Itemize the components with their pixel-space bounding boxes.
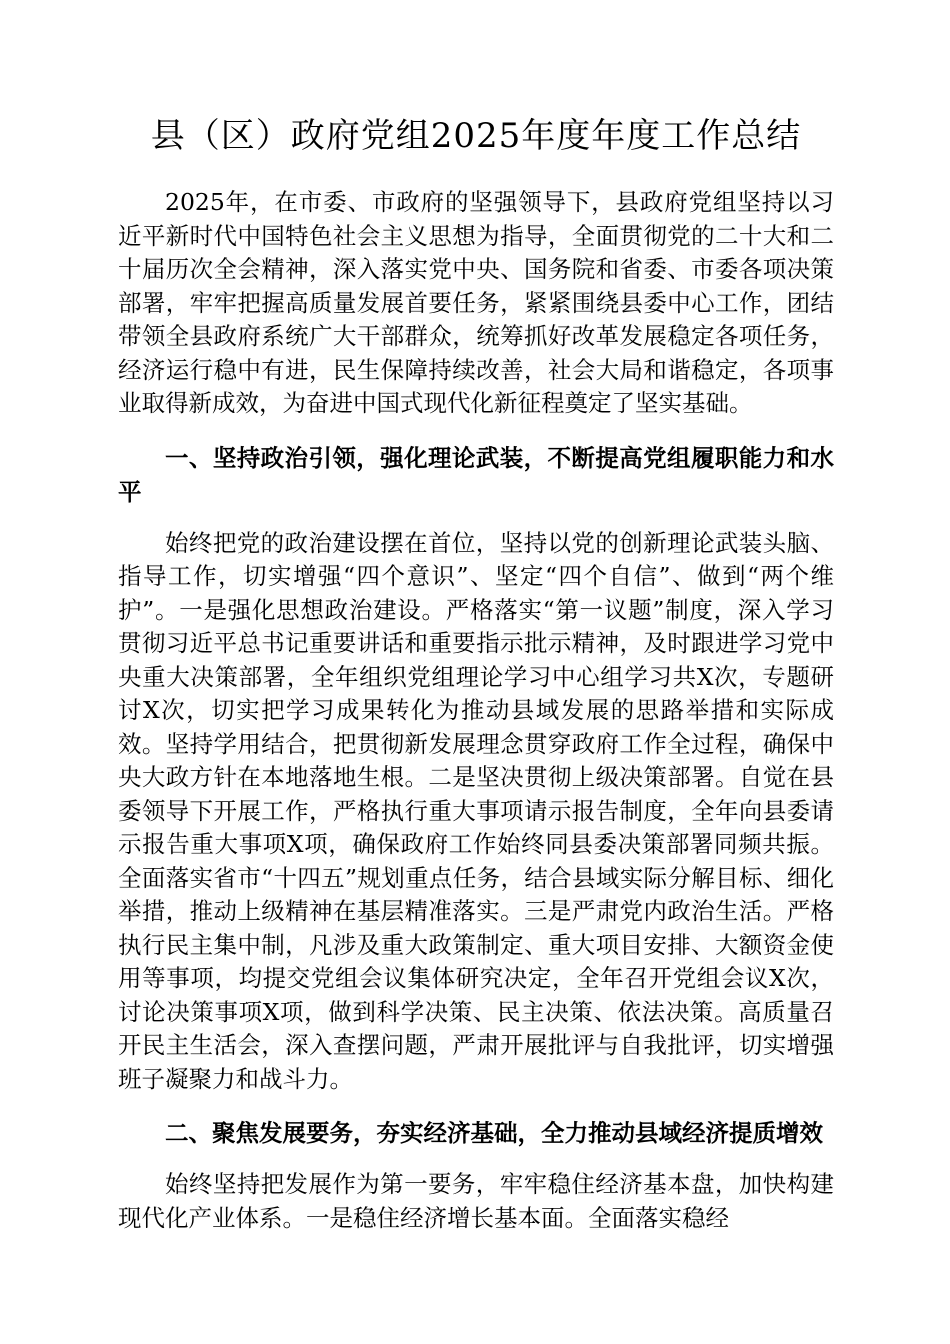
document-title: 县（区）政府党组2025年度年度工作总结 bbox=[150, 116, 802, 156]
section-2-body: 始终坚持把发展作为第一要务，牢牢稳住经济基本盘，加快构建现代化产业体系。一是稳住经济增长基本面。全面落实稳经 bbox=[118, 1170, 834, 1232]
section-1-body: 始终把党的政治建设摆在首位，坚持以党的创新理论武装头脑、指导工作，切实增强“四个意识”、坚定“四个自信”、做到“两个维护”。一是强化思想政治建设。严格落实“第一议题”制度，深入学习贯彻习近平总书记重要讲话和重要指示批示精神，及时跟进学习党中央重大决策部署，全年组织党组理论学习中心组学习共X次，专题研讨X次，切实把学习成果转化为推动县域发展的思路举措和实际成效。坚持学用结合，把贯彻新发展理念贯穿政府工作全过程，确保中央大政方针在本地落地生根。二是坚决贯彻上级决策部署。自觉在县委领导下开展工作，严格执行重大事项请示报告制度，全年向县委请示报告重大事项X项，确保政府工作始终同县委决策部署同频共振。全面落实省市“十四五”规划重点任务，结合县域实际分解目标、细化举措，推动上级精神在基层精准落实。三是严肃党内政治生活。严格执行民主集中制，凡涉及重大政策制定、重大项目安排、大额资金使用等事项，均提交党组会议集体研究决定，全年召开党组会议X次，讨论决策事项X项，做到科学决策、民主决策、依法决策。高质量召开民主生活会，深入查摆问题，严肃开展批评与自我批评，切实增强班子凝聚力和战斗力。 bbox=[118, 528, 834, 1093]
document-page bbox=[118, 112, 834, 1235]
intro-paragraph: 2025年，在市委、市政府的坚强领导下，县政府党组坚持以习近平新时代中国特色社会主义思想为指导，全面贯彻党的二十大和二十届历次全会精神，深入落实党中央、国务院和省委、市委各项决策部署，牢牢把握高质量发展首要任务，紧紧围绕县委中心工作，团结带领全县政府系统广大干部群众，统筹抓好改革发展稳定各项任务，经济运行稳中有进，民生保障持续改善，社会大局和谐稳定，各项事业取得新成效，为奋进中国式现代化新征程奠定了坚实基础。 bbox=[118, 188, 834, 417]
section-2-heading: 二、聚焦发展要务，夯实经济基础，全力推动县域经济提质增效 bbox=[165, 1119, 823, 1147]
section-1-heading: 一、坚持政治引领，强化理论武装，不断提高党组履职能力和水平 bbox=[118, 443, 834, 506]
